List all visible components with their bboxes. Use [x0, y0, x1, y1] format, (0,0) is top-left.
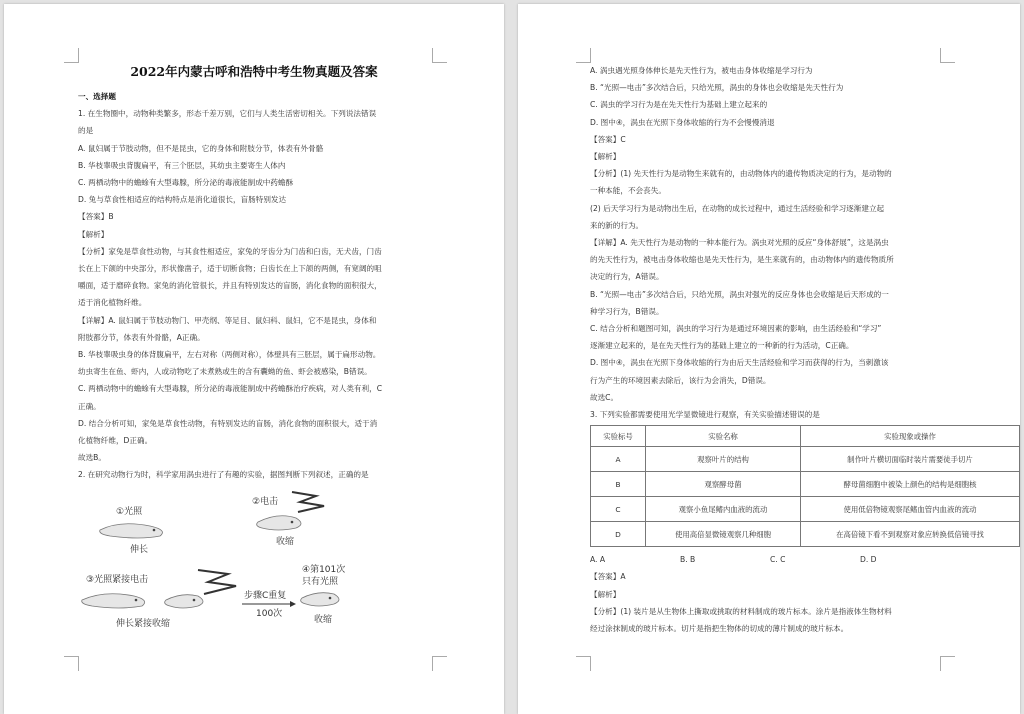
text-line: 【解析】 [590, 589, 621, 599]
step3-label: ③光照紧接电击 [86, 575, 149, 585]
page-corner-mark [64, 48, 79, 63]
text-line: 嚼面，适于磨碎食物。家兔的消化管很长，并且有特别发达的盲肠，消化食物的面积很大， [78, 281, 382, 291]
lightning-icon [198, 570, 236, 594]
text-line: 【详解】A. 先天性行为是动物的一种本能行为。涡虫对光照的反应“身体舒展”，这是涡虫 [590, 238, 889, 248]
text-line: B. “光照—电击”多次结合后，只给光照，涡虫对强光的反应身体也会收缩是后天形成的一 [590, 289, 889, 299]
page2-top-text [590, 62, 955, 423]
text-line: 【答案】C [590, 134, 626, 144]
text-line: 的先天性行为，被电击身体收缩也是先天性行为，是生来就有的，由动物体内的遗传物质所 [590, 255, 894, 265]
table-header-cell: 实验标号 [591, 426, 646, 447]
text-line: C. 结合分析和题图可知，涡虫的学习行为是通过环境因素的影响，由生活经验和“学习” [590, 324, 882, 334]
step1-label: ①光照 [116, 507, 143, 517]
section-heading: 一、选择题 [78, 92, 116, 101]
table-header-cell: 实验名称 [646, 426, 801, 447]
text-line: 幼虫寄生在鱼、虾内，人或动物吃了未煮熟或生的含有囊蚴的鱼、虾会被感染，B错误。 [78, 367, 372, 377]
option-c: C. C [770, 555, 786, 565]
table-header-cell: 实验现象或操作 [801, 426, 1020, 447]
step2-caption: 收缩 [276, 537, 295, 547]
repeat-arrow-top-label: 步骤C重复 [244, 591, 287, 601]
step4-label-line1: ④第101次 [302, 565, 346, 575]
text-line: 适于消化植物纤维。 [78, 298, 147, 308]
text-line: C. 两栖动物中的蟾蜍有大型毒腺，所分泌的毒液能制成中药蟾酥 [78, 178, 294, 188]
page-corner-mark [576, 48, 591, 63]
text-line: (2) 后天学习行为是动物出生后，在动物的成长过程中，通过生活经验和学习逐渐建立起 [590, 203, 885, 213]
text-line: 1. 在生物圈中，动物种类繁多，形态千差万别，它们与人类生活密切相关。下列说法错误 [78, 109, 377, 119]
flatworm-experiment-figure [80, 490, 350, 630]
text-line: 【解析】 [78, 229, 109, 239]
text-line: 种学习行为，B错误。 [590, 306, 664, 316]
table-cell: A [591, 447, 646, 472]
page2-body [590, 62, 984, 637]
text-line: D. 图中④，涡虫在光照下身体收缩的行为不会慢慢消退 [590, 117, 775, 127]
text-line: 故选B。 [78, 453, 106, 463]
text-line: D. 结合分析可知，家兔是草食性动物，有特别发达的盲肠，消化食物的面积很大，适于消 [78, 418, 378, 428]
text-line: 长在上下颌的中央部分，形状像凿子，适于切断食物；臼齿长在上下颌的两侧，有宽阔的咀 [78, 264, 382, 274]
table-row [591, 522, 1020, 547]
table-cell: 使用低倍物镜观察尾鳍血管内血液的流动 [801, 497, 1020, 522]
option-a: A. A [590, 555, 606, 565]
text-line: 的是 [78, 126, 94, 136]
table-cell: 制作叶片横切面临时装片需要徒手切片 [801, 447, 1020, 472]
text-line: 化植物纤维，D正确。 [78, 436, 153, 446]
page-corner-mark [432, 656, 447, 671]
table-row [591, 447, 1020, 472]
page-corner-mark [576, 656, 591, 671]
text-line: 行为产生的环境因素去除后，该行为会消失，D错误。 [590, 375, 771, 385]
text-line: 3. 下列实验都需要使用光学显微镜进行观察，有关实验描述错误的是 [590, 410, 820, 420]
step4-caption: 收缩 [314, 615, 333, 625]
arrow-right-icon [290, 601, 296, 607]
table-row [591, 472, 1020, 497]
text-line: 【详解】A. 鼠妇属于节肢动物门、甲壳纲、等足目、鼠妇科、鼠妇，它不是昆虫，身体和 [78, 315, 377, 325]
flatworm-1 [100, 524, 163, 538]
table-cell: B [591, 472, 646, 497]
table-cell: C [591, 497, 646, 522]
text-line: 【分析】(1) 装片是从生物体上撕取或挑取的材料制成的玻片标本。涂片是指液体生物材料 [590, 606, 892, 616]
text-line: D. 图中④，涡虫在光照下身体收缩的行为由后天生活经验和学习而获得的行为，当刺激该 [590, 358, 889, 368]
flatworm-4 [301, 593, 339, 606]
document-title: 2022年内蒙古呼和浩特中考生物真题及答案 [130, 64, 378, 79]
text-line: C. 涡虫的学习行为是在先天性行为基础上建立起来的 [590, 100, 768, 110]
flatworm-3b [165, 595, 203, 608]
text-line: 【答案】B [78, 212, 114, 222]
text-line: 决定的行为，A错误。 [590, 272, 664, 282]
table-cell: 观察酵母菌 [646, 472, 801, 497]
page-corner-mark [432, 48, 447, 63]
text-line: 逐渐建立起来的，是在先天性行为的基础上建立的一种新的行为活动，C正确。 [590, 341, 854, 351]
table-cell: 在高倍镜下看不到观察对象应转换低倍镜寻找 [801, 522, 1020, 547]
document-page-1 [4, 4, 504, 714]
table-cell: 观察叶片的结构 [646, 447, 801, 472]
text-line: B. 华枝睾吸虫背腹扁平，有三个胚层，其幼虫主要寄生人体内 [78, 160, 286, 170]
text-line: 正确。 [78, 401, 101, 411]
page1-body [78, 88, 428, 484]
page-corner-mark [940, 656, 955, 671]
table-cell: 使用高倍显微镜观察几种细胞 [646, 522, 801, 547]
text-line: A. 涡虫遇光照身体伸长是先天性行为，被电击身体收缩是学习行为 [590, 66, 813, 75]
experiment-table [590, 425, 1020, 547]
text-line: C. 两栖动物中的蟾蜍有大型毒腺，所分泌的毒液能制成中药蟾酥治疗疾病，对人类有利，C [78, 384, 382, 394]
step2-label: ②电击 [252, 497, 279, 507]
page-corner-mark [940, 48, 955, 63]
text-line: 【解析】 [590, 152, 621, 162]
step3-caption: 伸长紧接收缩 [116, 619, 171, 629]
text-line: 【答案】A [590, 572, 626, 582]
text-line: 一种本能，不会丧失。 [590, 186, 666, 196]
text-line: B. 华枝睾吸虫身的体背腹扁平，左右对称（两侧对称），体壁具有三胚层，属于扁形动物。 [78, 350, 381, 360]
option-b: B. B [680, 555, 696, 565]
table-cell: D [591, 522, 646, 547]
text-line: 附肢都分节，体表有外骨骼，A正确。 [78, 332, 205, 342]
flatworm-3a [82, 594, 145, 608]
table-cell: 观察小鱼尾鳍内血液的流动 [646, 497, 801, 522]
page-corner-mark [64, 656, 79, 671]
table-cell: 酵母菌细胞中被染上颜色的结构是细胞核 [801, 472, 1020, 497]
text-line: 【分析】(1) 先天性行为是动物生来就有的，由动物体内的遗传物质决定的行为，是动物的 [590, 169, 892, 179]
repeat-arrow-bottom-label: 100次 [256, 609, 283, 619]
step1-caption: 伸长 [130, 545, 149, 555]
text-line: B. “光照—电击”多次结合后，只给光照，涡虫的身体也会收缩是先天性行为 [590, 83, 844, 93]
text-line: 2. 在研究动物行为时，科学家用涡虫进行了有趣的实验，据图判断下列叙述，正确的是 [78, 470, 369, 480]
table-header-row [591, 426, 1020, 447]
text-line: 经过涂抹制成的玻片标本。切片是指把生物体的切成的薄片制成的玻片标本。 [590, 624, 849, 634]
text-line: A. 鼠妇属于节肢动物，但不是昆虫，它的身体和附肢分节，体表有外骨骼 [78, 143, 324, 153]
option-d: D. D [860, 555, 877, 565]
document-page-2 [518, 4, 1020, 714]
lightning-icon [292, 492, 324, 512]
step4-label-line2: 只有光照 [302, 577, 339, 587]
page2-bottom-text [590, 568, 955, 637]
text-line: 【分析】家兔是草食性动物，与其食性相适应，家兔的牙齿分为门齿和臼齿，无犬齿，门齿 [78, 246, 382, 256]
text-line: 来的新的行为。 [590, 220, 644, 230]
table-row [591, 497, 1020, 522]
flatworm-2 [257, 516, 301, 530]
text-line: D. 兔与草食性相适应的结构特点是消化道很长，盲肠特别发达 [78, 195, 287, 205]
answer-options [590, 551, 950, 568]
text-line: 故选C。 [590, 392, 619, 402]
